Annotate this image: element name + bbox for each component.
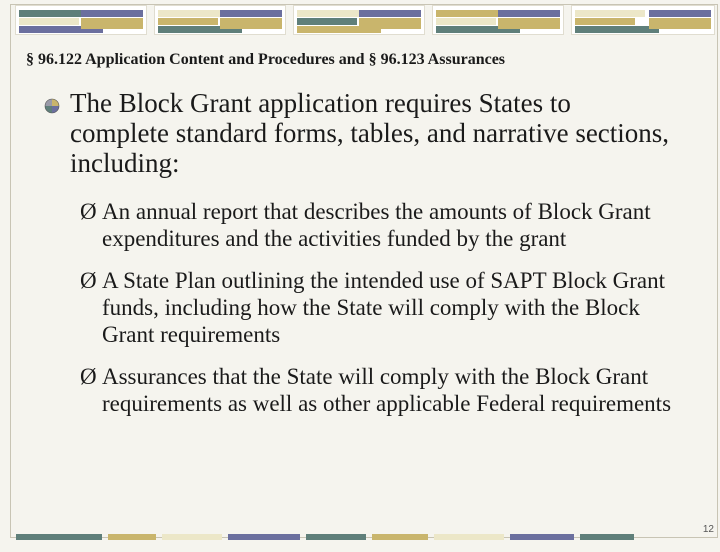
- arrow-bullet-icon: Ø: [80, 364, 97, 389]
- decor-tile: [572, 6, 714, 34]
- sub-bullet-text: Assurances that the State will comply with the Block Grant requirements as well as other applicable Federal requirements: [102, 364, 672, 416]
- main-bullet-text: The Block Grant application requires States to complete standard forms, tables, and narrative sections, including:: [70, 88, 670, 178]
- bottom-decoration-bar: [16, 534, 714, 540]
- decor-tile: [433, 6, 563, 34]
- arrow-bullet-icon: Ø: [80, 268, 97, 293]
- slide-title: § 96.122 Application Content and Procedures and § 96.123 Assurances: [26, 51, 506, 68]
- decor-tile: [16, 6, 146, 34]
- sub-bullet-text: An annual report that describes the amounts of Block Grant expenditures and the activities funded by the grant: [102, 199, 651, 251]
- top-decoration-bar: [16, 6, 714, 34]
- main-bullet: [44, 88, 674, 178]
- bullet-disc-icon: [44, 98, 60, 114]
- sub-bullet-item: [80, 363, 690, 417]
- sub-bullet-item: [80, 267, 690, 348]
- page-number: 12: [702, 524, 714, 535]
- decor-tile: [155, 6, 285, 34]
- sub-bullet-item: [80, 198, 690, 252]
- decor-tile: [294, 6, 424, 34]
- sub-bullet-list: [80, 198, 690, 432]
- arrow-bullet-icon: Ø: [80, 199, 97, 224]
- sub-bullet-text: A State Plan outlining the intended use of SAPT Block Grant funds, including how the State will comply with the Block Grant requirements: [102, 268, 666, 347]
